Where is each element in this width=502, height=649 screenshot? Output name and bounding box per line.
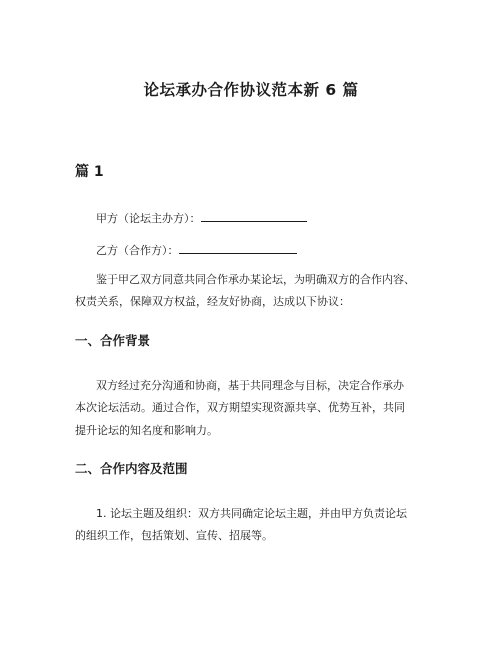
party-b-line	[96, 242, 297, 258]
party-b-blank	[179, 242, 297, 254]
section-1-line-3: 提升论坛的知名度和影响力。	[75, 424, 218, 437]
section-1-line-1: 双方经过充分沟通和协商，基于共同理念与目标，决定合作承办	[96, 379, 404, 392]
party-b-label: 乙方（合作方）：	[96, 244, 179, 257]
section-1-line-2: 本次论坛活动。通过合作，双方期望实现资源共享、优势互补，共同	[75, 401, 405, 414]
section-1-heading: 一、合作背景	[75, 333, 151, 348]
party-a-line	[96, 210, 307, 226]
party-a-label: 甲方（论坛主办方）：	[96, 212, 201, 225]
section-2-heading: 二、合作内容及范围	[75, 461, 188, 476]
section-2-line-2: 的组织工作，包括策划、宣传、招展等。	[75, 529, 273, 542]
chapter-heading: 篇 1	[75, 164, 104, 180]
section-2-line-1: 1. 论坛主题及组织：双方共同确定论坛主题，并由甲方负责论坛	[96, 507, 407, 520]
intro-line-1: 鉴于甲乙双方同意共同合作承办某论坛，为明确双方的合作内容、	[96, 273, 415, 286]
intro-line-2: 权责关系，保障双方权益，经友好协商，达成以下协议：	[75, 295, 350, 308]
document-title: 论坛承办合作协议范本新 6 篇	[143, 81, 359, 99]
party-a-blank	[201, 210, 307, 222]
